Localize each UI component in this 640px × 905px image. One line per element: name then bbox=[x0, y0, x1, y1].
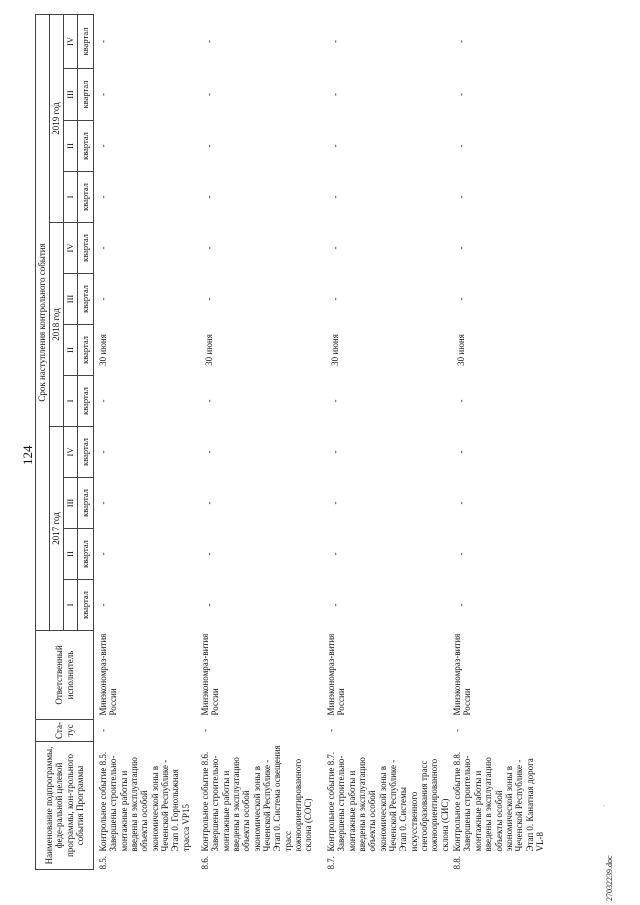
quarter-value: - bbox=[456, 144, 467, 148]
quarter-value: - bbox=[456, 246, 467, 250]
event-number: 8.7. bbox=[326, 856, 336, 870]
quarter-value: - bbox=[330, 92, 340, 96]
quarter-label-header: квартал bbox=[78, 273, 94, 324]
quarter-number-header: I bbox=[64, 579, 78, 630]
table-row bbox=[199, 14, 325, 869]
header-year-2018: 2018 год bbox=[50, 222, 64, 426]
quarter-value: - bbox=[204, 603, 214, 607]
quarter-label-header: квартал bbox=[78, 120, 94, 171]
quarter-value: - bbox=[98, 399, 108, 403]
quarter-value: - bbox=[456, 501, 467, 505]
quarter-value: - bbox=[98, 195, 108, 199]
quarter-value: - bbox=[204, 297, 214, 301]
event-status: - bbox=[326, 728, 336, 732]
event-description: Контрольное событие 8.7. Завершены строительно-монтажные работы и введены в эксплуатацию объекты особой экономической зоны в Чеченской Республике - Этап 0. Системы искусственного снегообразования трасс южноориентированного склона (СИС) bbox=[326, 751, 450, 852]
table-body bbox=[94, 14, 568, 869]
table-header bbox=[36, 14, 94, 869]
quarter-value: - bbox=[456, 39, 467, 43]
quarter-number-header: I bbox=[64, 171, 78, 222]
event-responsible: Минэкономраз-вития России bbox=[326, 633, 347, 716]
quarter-value: - bbox=[330, 552, 340, 556]
quarter-number-header: II bbox=[64, 120, 78, 171]
quarter-value: - bbox=[330, 246, 340, 250]
quarter-value: - bbox=[204, 195, 214, 199]
quarter-number-header: I bbox=[64, 375, 78, 426]
quarter-value: - bbox=[456, 603, 467, 607]
quarter-value: - bbox=[204, 450, 214, 454]
quarter-value: - bbox=[330, 297, 340, 301]
quarter-label-header: квартал bbox=[78, 528, 94, 579]
event-number: 8.6. bbox=[200, 856, 210, 870]
quarter-label-header: квартал bbox=[78, 14, 94, 68]
quarter-value: - bbox=[98, 552, 108, 556]
control-events-table bbox=[35, 14, 567, 870]
quarter-number-header: II bbox=[64, 324, 78, 375]
quarter-number-header: IV bbox=[64, 14, 78, 68]
quarter-value: - bbox=[204, 39, 214, 43]
quarter-label-header: квартал bbox=[78, 426, 94, 477]
quarter-value: - bbox=[456, 195, 467, 199]
quarter-value: - bbox=[330, 603, 340, 607]
header-year-2019: 2019 год bbox=[50, 14, 64, 222]
quarter-value: - bbox=[456, 399, 467, 403]
quarter-label-header: квартал bbox=[78, 579, 94, 630]
quarter-value: - bbox=[456, 297, 467, 301]
quarter-value: - bbox=[204, 92, 214, 96]
quarter-value: 30 июня bbox=[98, 334, 108, 366]
quarter-value: - bbox=[98, 246, 108, 250]
quarter-number-header: III bbox=[64, 273, 78, 324]
quarter-number-header: III bbox=[64, 68, 78, 120]
quarter-label-header: квартал bbox=[78, 171, 94, 222]
header-year-2017: 2017 год bbox=[50, 426, 64, 630]
signature-mark: · bbox=[600, 804, 609, 807]
event-description: Контрольное событие 8.6. Завершены строительно-монтажные работы и введены в эксплуатацию объекты особой экономической зоны в Чеченской Республике - Этап 0. Система освещения трасс южноориентированного склона (СОС) bbox=[200, 745, 314, 852]
quarter-value: - bbox=[98, 450, 108, 454]
quarter-value: - bbox=[204, 552, 214, 556]
quarter-value: - bbox=[98, 501, 108, 505]
event-status: - bbox=[98, 728, 108, 732]
event-number: 8.8. bbox=[452, 856, 463, 870]
quarter-number-header: IV bbox=[64, 222, 78, 273]
event-status: - bbox=[200, 728, 210, 732]
quarter-label-header: квартал bbox=[78, 477, 94, 528]
quarter-value: - bbox=[204, 144, 214, 148]
quarter-value: - bbox=[204, 399, 214, 403]
quarter-value: - bbox=[456, 552, 467, 556]
event-responsible: Минэкономраз-вития России bbox=[200, 633, 221, 716]
header-responsible: Ответственный исполнитель bbox=[36, 630, 94, 719]
quarter-value: - bbox=[330, 450, 340, 454]
event-responsible: Минэкономраз-вития России bbox=[452, 633, 473, 716]
table-row bbox=[325, 14, 451, 869]
quarter-number-header: IV bbox=[64, 426, 78, 477]
table-row bbox=[94, 14, 200, 869]
header-deadline: Срок наступления контрольного события bbox=[36, 14, 50, 630]
quarter-value: - bbox=[204, 246, 214, 250]
event-responsible: Минэкономраз-вития России bbox=[98, 633, 119, 716]
event-number: 8.5. bbox=[98, 856, 108, 870]
quarter-value: - bbox=[456, 92, 467, 96]
header-status: Ста-тус bbox=[36, 719, 94, 741]
quarter-value: 30 июня bbox=[456, 334, 467, 366]
event-status: - bbox=[452, 728, 463, 732]
document-filename: 27032239.doc bbox=[605, 855, 614, 901]
quarter-value: - bbox=[456, 450, 467, 454]
quarter-label-header: квартал bbox=[78, 324, 94, 375]
table-row bbox=[451, 14, 567, 869]
quarter-value: - bbox=[330, 501, 340, 505]
quarter-value: - bbox=[98, 297, 108, 301]
quarter-value: - bbox=[98, 144, 108, 148]
quarter-value: - bbox=[98, 92, 108, 96]
header-name: Наименование подпрограммы, феде-ральной целевой программы, кон-трольного события Программы bbox=[36, 741, 94, 869]
quarter-label-header: квартал bbox=[78, 375, 94, 426]
page-number: 124 bbox=[20, 445, 35, 465]
quarter-number-header: III bbox=[64, 477, 78, 528]
quarter-value: - bbox=[330, 399, 340, 403]
quarter-value: - bbox=[204, 501, 214, 505]
quarter-value: - bbox=[98, 603, 108, 607]
quarter-value: - bbox=[330, 195, 340, 199]
quarter-value: - bbox=[98, 39, 108, 43]
quarter-label-header: квартал bbox=[78, 222, 94, 273]
event-description: Контрольное событие 8.8. Завершены строительно-монтажные работы и введены в эксплуатацию объекты особой экономической зоны в Чеченской Республике - Этап 0. Канатная дорога VL-8 bbox=[452, 751, 545, 852]
quarter-value: - bbox=[330, 144, 340, 148]
quarter-value: - bbox=[330, 39, 340, 43]
quarter-number-header: II bbox=[64, 528, 78, 579]
quarter-value: 30 июня bbox=[204, 334, 214, 366]
quarter-label-header: квартал bbox=[78, 68, 94, 120]
quarter-value: 30 июня bbox=[330, 334, 340, 366]
event-description: Контрольное событие 8.5. Завершены строительно-монтажные работы и введены в эксплуатацию объекты особой экономической зоны в Чеченской Республике - Этап 0. Горнолыжная трасса VP15 bbox=[98, 751, 191, 852]
